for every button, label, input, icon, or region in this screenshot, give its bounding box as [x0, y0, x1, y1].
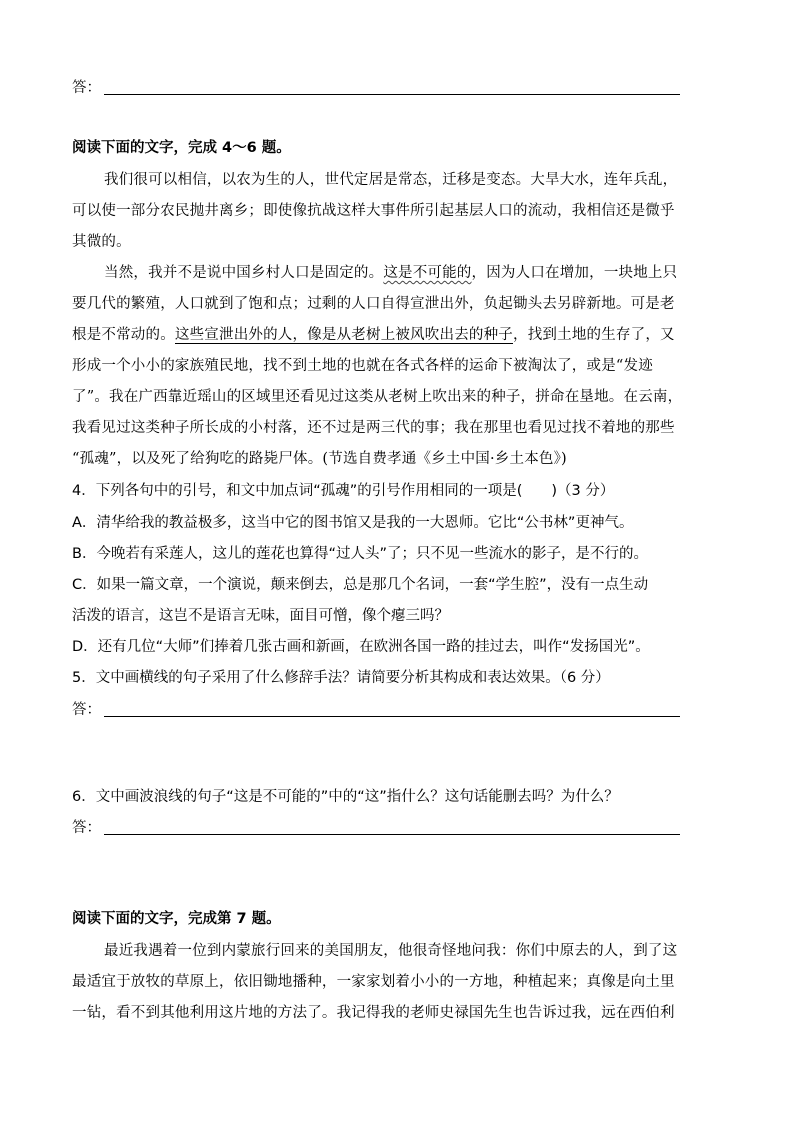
para2-line4: 形成一个小小的家族殖民地，找不到土地的也就在各式各样的运命下被淘汰了，或是“发迹 [72, 358, 653, 374]
para1-line1: 我们很可以相信，以农为生的人，世代定居是常态，迁移是变态。大旱大水，连年兵乱， [104, 172, 678, 188]
para1-line2: 可以使一部分农民抛井离乡；即使像抗战这样大事件所引起基层人口的流动，我相信还是微乎 [72, 203, 675, 219]
section2-line1: 最近我遇着一位到内蒙旅行回来的美国朋友，他很奇怪地问我：你们中原去的人，到了这 [104, 943, 678, 959]
question-6-stem: 6．文中画波浪线的句子“这是不可能的”中的“这”指什么？这句话能删去吗？为什么？ [72, 789, 619, 805]
underlined-sentence: 这些宣泄出外的人，像是从老树上被风吹出去的种子 [174, 327, 514, 343]
para2-line7: “孤魂”，以及死了给狗吃的路毙尸体。(节选自费孝通《乡土中国·乡土本色》) [72, 451, 567, 467]
para2-line3 [72, 325, 675, 345]
section2-line2: 最适宜于放牧的草原上，依旧锄地播种，一家家划着小小的一方地，种植起来；真像是向土里 [72, 974, 675, 990]
wavy-sentence: 这是不可能的 [383, 265, 472, 281]
answer-line-5[interactable] [104, 716, 680, 717]
question-4-option-a[interactable]: A．清华给我的教益极多，这当中它的图书馆又是我的一大恩师。它比“公书林”更神气。 [72, 515, 634, 531]
para2-line1 [104, 263, 677, 283]
section-title-4-6: 阅读下面的文字，完成 4～6 题。 [72, 140, 291, 156]
answer-label-5: 答： [72, 702, 101, 718]
para2-line5: 了”。我在广西靠近瑶山的区域里还看见过这类从老树上吹出来的种子，拼命在垦地。在云南， [72, 389, 683, 405]
section2-line3: 一钻，看不到其他利用这片地的方法了。我记得我的老师史禄国先生也告诉过我，远在西伯利 [72, 1005, 675, 1021]
para2-line2: 要几代的繁殖，人口就到了饱和点；过剩的人口自得宣泄出外，负起锄头去另辟新地。可是老 [72, 296, 675, 312]
para2-line6: 我看见过这类种子所长成的小村落，还不过是两三代的事；我在那里也看见过找不着地的那些 [72, 420, 675, 436]
answer-label-1: 答： [72, 80, 101, 96]
question-4-option-b[interactable]: B．今晚若有采莲人，这儿的莲花也算得“过人头”了；只不见一些流水的影子，是不行的。 [72, 546, 648, 562]
answer-line-6[interactable] [104, 834, 680, 835]
question-4-option-d[interactable]: D．还有几位“大师”们捧着几张古画和新画，在欧洲各国一路的挂过去，叫作“发扬国光”。 [72, 639, 650, 655]
answer-label-6: 答： [72, 820, 101, 836]
question-4-option-c[interactable]: C．如果一篇文章，一个演说，颠来倒去，总是那几个名词，一套“学生腔”，没有一点生动 [72, 577, 649, 593]
answer-line-1[interactable] [104, 94, 680, 95]
para2-l3-text-a: 根是不常动的。 [72, 327, 175, 343]
para1-line3: 其微的。 [72, 234, 131, 250]
question-4-stem: 4．下列各句中的引号，和文中加点词“孤魂”的引号作用相同的一项是( )（3 分） [72, 483, 615, 499]
section-title-7: 阅读下面的文字，完成第 7 题。 [72, 911, 281, 927]
question-5-stem: 5．文中画横线的句子采用了什么修辞手法？请简要分析其构成和表达效果。（6 分） [72, 670, 610, 686]
para2-l1-text-b: ，因为人口在增加，一块地上只 [471, 265, 678, 281]
para2-l3-text-b: ，找到土地的生存了，又 [513, 327, 675, 343]
para2-l1-text-a: 当然，我并不是说中国乡村人口是固定的。 [104, 265, 384, 281]
question-4-option-c-cont: 活泼的语言，这岂不是语言无味，面目可憎，像个瘪三吗？ [72, 608, 449, 624]
